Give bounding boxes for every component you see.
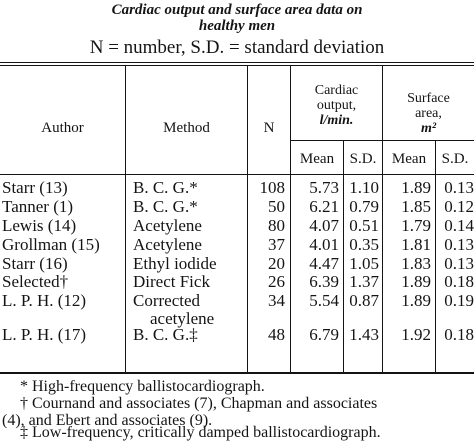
cell-n: 80: [268, 216, 285, 235]
footnote-cournand: † Cournand and associates (7), Chapman and associates: [20, 395, 378, 412]
cell-n: 26: [268, 272, 285, 291]
cell-co-sd: 1.05: [349, 254, 379, 273]
cell-n: 108: [259, 178, 285, 197]
header-cardiac-output-unit: l/min.: [319, 113, 354, 128]
cell-co-sd: 0.35: [349, 235, 379, 254]
cell-method: Corrected: [133, 291, 201, 310]
cell-sa-mean: 1.85: [401, 197, 431, 216]
cell-sa-mean: 1.92: [401, 325, 431, 344]
header-surface-area-unit: m²: [420, 121, 437, 136]
cell-method: Acetylene: [133, 235, 202, 254]
cell-method: B. C. G.*: [133, 178, 198, 197]
top-double-rule-2: [0, 65, 474, 66]
header-n: N: [263, 120, 275, 136]
cell-n: 50: [268, 197, 285, 216]
table-title: Cardiac output and surface area data on: [111, 2, 363, 18]
cell-co-mean: 5.54: [309, 291, 339, 310]
cell-n: 48: [268, 325, 285, 344]
cell-method: Direct Fick: [133, 272, 210, 291]
cell-sa-mean: 1.79: [401, 216, 431, 235]
cell-author: Starr (16): [2, 254, 68, 273]
table-legend: N = number, S.D. = standard deviation: [89, 37, 385, 58]
header-surface-area-label: Surface area,: [407, 91, 450, 121]
cell-co-sd: 1.37: [349, 272, 379, 291]
cell-author: Lewis (14): [2, 216, 77, 235]
cell-co-mean: 4.07: [309, 216, 339, 235]
cell-author: Selected†: [2, 272, 69, 291]
cell-co-sd: 0.51: [349, 216, 379, 235]
table-title-line2: healthy men: [198, 18, 276, 34]
footnote-high-frequency: * High-frequency ballistocardiograph.: [20, 378, 265, 395]
cell-sa-mean: 1.81: [401, 235, 431, 254]
cell-co-mean: 6.39: [309, 272, 339, 291]
top-double-rule-1: [0, 62, 474, 63]
header-surface-area: [383, 91, 474, 136]
cell-sa-sd: 0.14: [444, 216, 474, 235]
cell-co-mean: 6.79: [309, 325, 339, 344]
header-sa-sd: S.D.: [441, 151, 469, 167]
cell-sa-mean: 1.89: [401, 178, 431, 197]
cell-co-mean: 5.73: [309, 178, 339, 197]
cell-author: L. P. H. (17): [2, 325, 87, 344]
header-bottom-rule: [0, 174, 474, 175]
cell-method: Acetylene: [133, 216, 202, 235]
cell-co-sd: 0.79: [349, 197, 379, 216]
cell-sa-mean: 1.89: [401, 272, 431, 291]
cell-sa-sd: 0.13: [444, 254, 474, 273]
cell-author: Tanner (1): [2, 197, 74, 216]
cell-author: Starr (13): [2, 178, 68, 197]
footnote-cournand-cont: (4), and Ebert and associates (9).: [2, 412, 213, 429]
header-cardiac-output: [291, 83, 382, 128]
column-divider: [125, 66, 126, 372]
cell-method: Ethyl iodide: [133, 254, 217, 273]
cell-author: Grollman (15): [2, 235, 100, 254]
table-bottom-rule: [0, 372, 474, 374]
header-method: Method: [163, 120, 210, 136]
cell-co-sd: 0.87: [349, 291, 379, 310]
cell-co-mean: 6.21: [309, 197, 339, 216]
cell-sa-sd: 0.13: [444, 235, 474, 254]
cell-sa-sd: 0.18: [444, 272, 474, 291]
cell-sa-sd: 0.13: [444, 178, 474, 197]
header-co-sd: S.D.: [349, 151, 377, 167]
cell-author: L. P. H. (12): [2, 291, 87, 310]
cell-n: 37: [268, 235, 285, 254]
cell-method: B. C. G.‡: [133, 325, 198, 344]
cell-n: 20: [268, 254, 285, 273]
cell-co-mean: 4.01: [309, 235, 339, 254]
cell-method: B. C. G.*: [133, 197, 198, 216]
cell-method-line2: acetylene: [150, 309, 215, 328]
cell-sa-mean: 1.83: [401, 254, 431, 273]
cell-n: 34: [268, 291, 285, 310]
cell-sa-sd: 0.12: [444, 197, 474, 216]
header-cardiac-output-label: Cardiac output,: [314, 83, 359, 113]
footnote-low-frequency: ‡ Low-frequency, critically damped ballistocardiograph.: [20, 424, 381, 441]
cell-co-sd: 1.10: [349, 178, 379, 197]
cell-sa-mean: 1.89: [401, 291, 431, 310]
header-author: Author: [41, 120, 84, 136]
cell-co-mean: 4.47: [309, 254, 339, 273]
cell-sa-sd: 0.18: [444, 325, 474, 344]
header-sa-mean: Mean: [391, 151, 427, 167]
cell-sa-sd: 0.19: [444, 291, 474, 310]
cell-co-sd: 1.43: [349, 325, 379, 344]
header-co-mean: Mean: [299, 151, 335, 167]
